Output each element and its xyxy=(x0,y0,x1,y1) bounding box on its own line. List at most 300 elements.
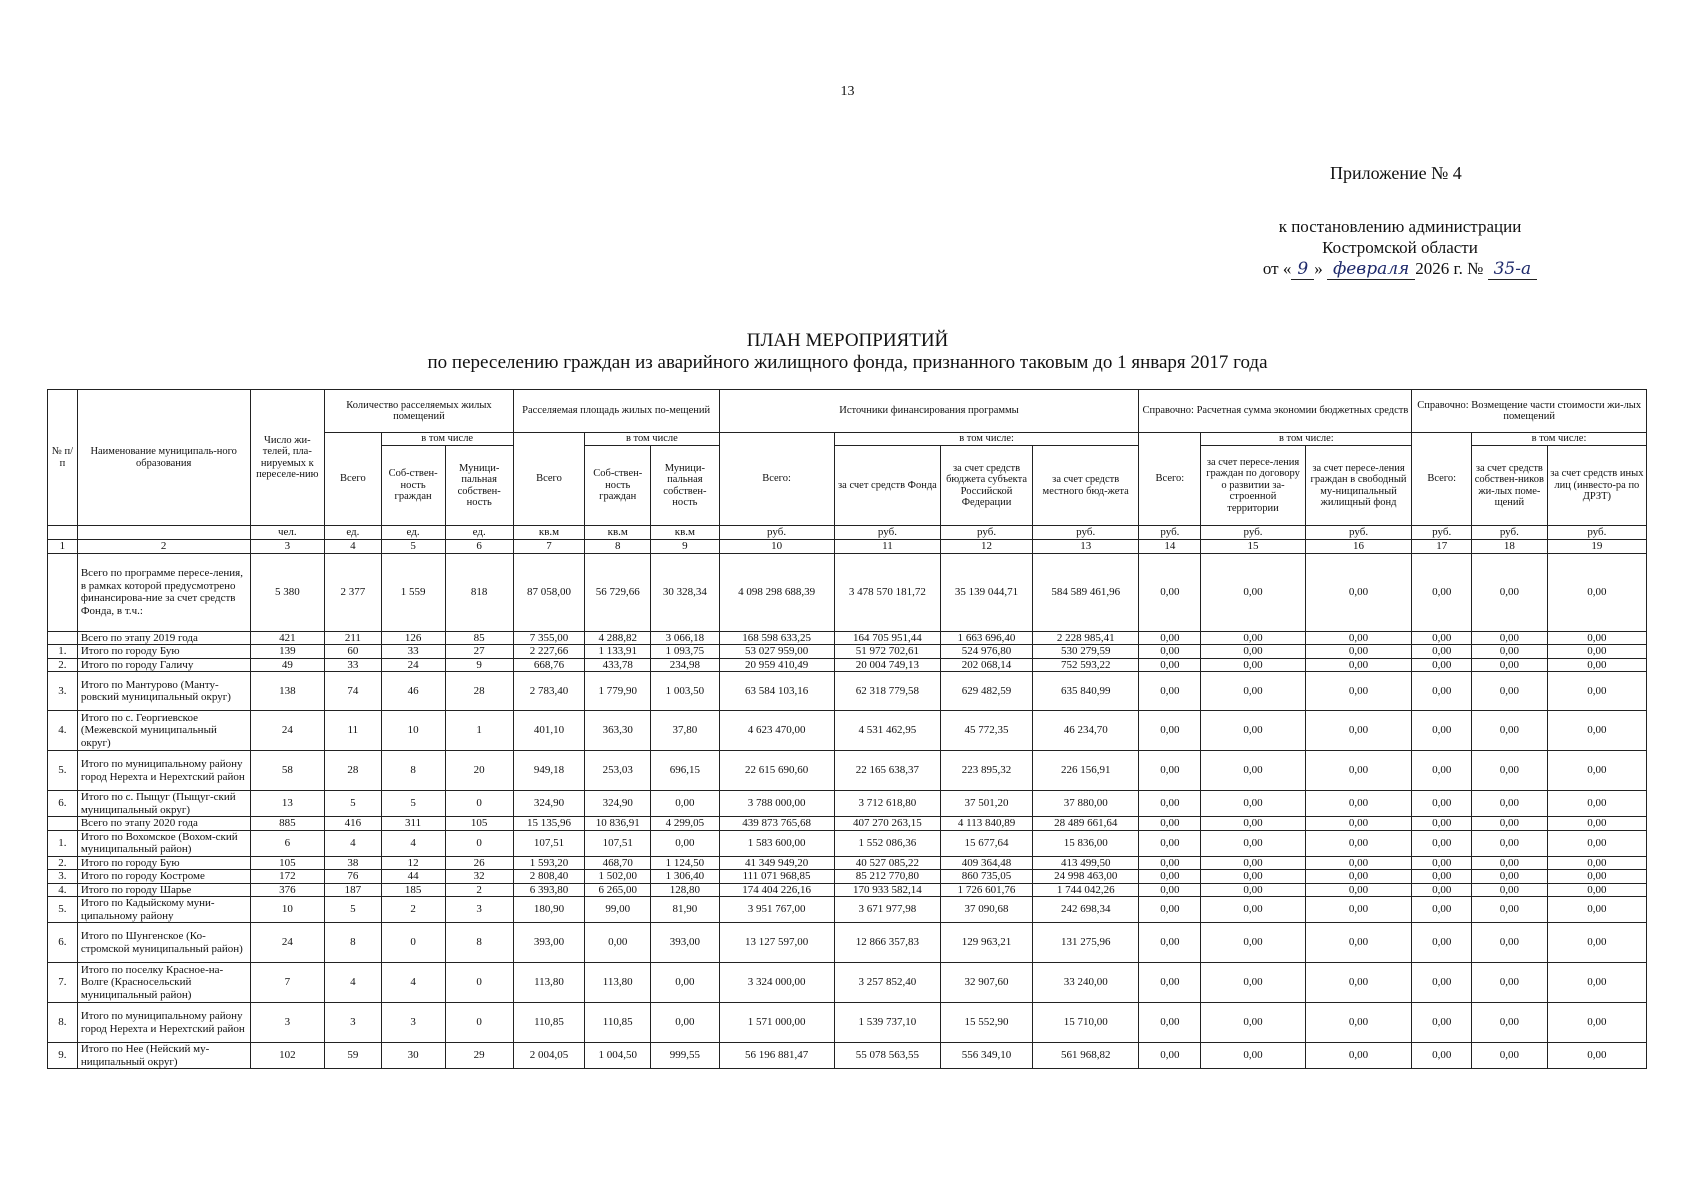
row-value: 202 068,14 xyxy=(941,658,1033,672)
row-value: 15 135,96 xyxy=(513,817,584,831)
row-value: 752 593,22 xyxy=(1032,658,1139,672)
row-value: 1 502,00 xyxy=(585,870,651,884)
row-value: 85 xyxy=(445,631,513,645)
table-row xyxy=(48,817,1647,831)
column-index-cell: 7 xyxy=(513,540,584,554)
row-value: 439 873 765,68 xyxy=(719,817,834,831)
header-dev-territory: за счет пересе-ления граждан по договору о развитии за-строенной территории xyxy=(1201,446,1305,526)
row-value: 0,00 xyxy=(1201,645,1305,659)
header-owners-funds: за счет средств собствен-ников жи-лых поме-щений xyxy=(1472,446,1548,526)
row-value: 4 299,05 xyxy=(651,817,719,831)
header-other-funds: за счет средств иных лиц (инвесто-ра по ДРЗТ) xyxy=(1547,446,1646,526)
row-number: 2. xyxy=(48,856,78,870)
row-value: 226 156,91 xyxy=(1032,751,1139,791)
column-index-cell: 17 xyxy=(1412,540,1472,554)
row-number: 3. xyxy=(48,870,78,884)
row-value: 3 xyxy=(325,1003,381,1043)
row-value: 0,00 xyxy=(1305,791,1412,817)
row-value: 0,00 xyxy=(1547,645,1646,659)
header-area-private: Соб-ствен-ность граждан xyxy=(585,446,651,526)
row-name: Итого по городу Бую xyxy=(77,856,250,870)
unit-empty-name xyxy=(77,526,250,540)
row-value: 242 698,34 xyxy=(1032,897,1139,923)
row-value: 20 004 749,13 xyxy=(834,658,941,672)
decree-reference xyxy=(1230,216,1570,280)
row-value: 185 xyxy=(381,883,445,897)
row-value: 0,00 xyxy=(1472,553,1548,631)
row-value: 1 726 601,76 xyxy=(941,883,1033,897)
row-value: 0,00 xyxy=(1547,672,1646,711)
row-value: 55 078 563,55 xyxy=(834,1043,941,1069)
row-value: 107,51 xyxy=(585,830,651,856)
table-row xyxy=(48,672,1647,711)
row-name: Итого по с. Георгиевское (Межевской муниципальный округ) xyxy=(77,711,250,751)
row-value: 253,03 xyxy=(585,751,651,791)
unit-cell: руб. xyxy=(719,526,834,540)
row-value: 0,00 xyxy=(1412,817,1472,831)
header-rooms-group: Количество расселяемых жилых помещений xyxy=(325,390,514,433)
row-number: 6. xyxy=(48,791,78,817)
decree-region: Костромской области xyxy=(1322,238,1478,257)
unit-cell: руб. xyxy=(941,526,1033,540)
row-value: 0,00 xyxy=(1305,923,1412,963)
row-value: 407 270 263,15 xyxy=(834,817,941,831)
row-value: 6 393,80 xyxy=(513,883,584,897)
row-value: 2 227,66 xyxy=(513,645,584,659)
row-value: 0,00 xyxy=(1547,817,1646,831)
row-value: 0 xyxy=(381,923,445,963)
row-value: 12 866 357,83 xyxy=(834,923,941,963)
column-index-cell: 13 xyxy=(1032,540,1139,554)
row-value: 0,00 xyxy=(1547,923,1646,963)
row-value: 180,90 xyxy=(513,897,584,923)
row-value: 1 539 737,10 xyxy=(834,1003,941,1043)
table-row xyxy=(48,1043,1647,1069)
header-funding-group: Источники финансирования программы xyxy=(719,390,1139,433)
row-value: 393,00 xyxy=(651,923,719,963)
table-row xyxy=(48,923,1647,963)
row-value: 0,00 xyxy=(1412,711,1472,751)
row-value: 33 xyxy=(381,645,445,659)
row-number: 9. xyxy=(48,1043,78,1069)
row-name: Всего по программе пересе-ления, в рамках которой предусмотрено финансирова-ние за счет средств Фонда, в т.ч.: xyxy=(77,553,250,631)
row-value: 0,00 xyxy=(1412,883,1472,897)
row-value: 0,00 xyxy=(585,923,651,963)
row-value: 0,00 xyxy=(1201,856,1305,870)
row-number xyxy=(48,553,78,631)
row-value: 413 499,50 xyxy=(1032,856,1139,870)
row-value: 0,00 xyxy=(1472,870,1548,884)
row-value: 3 257 852,40 xyxy=(834,963,941,1003)
row-value: 0,00 xyxy=(1472,791,1548,817)
row-value: 1 663 696,40 xyxy=(941,631,1033,645)
row-value: 58 xyxy=(250,751,325,791)
unit-cell: чел. xyxy=(250,526,325,540)
row-value: 363,30 xyxy=(585,711,651,751)
row-value: 30 328,34 xyxy=(651,553,719,631)
row-value: 0,00 xyxy=(1139,1003,1201,1043)
row-value: 32 xyxy=(445,870,513,884)
row-value: 0,00 xyxy=(1139,658,1201,672)
row-value: 885 xyxy=(250,817,325,831)
row-value: 0,00 xyxy=(1305,553,1412,631)
row-value: 26 xyxy=(445,856,513,870)
decree-to: к постановлению администрации xyxy=(1278,217,1522,236)
row-number: 7. xyxy=(48,963,78,1003)
row-value: 6 265,00 xyxy=(585,883,651,897)
row-value: 530 279,59 xyxy=(1032,645,1139,659)
row-value: 20 959 410,49 xyxy=(719,658,834,672)
row-value: 0,00 xyxy=(1201,791,1305,817)
row-value: 6 xyxy=(250,830,325,856)
unit-cell: ед. xyxy=(325,526,381,540)
table-row xyxy=(48,711,1647,751)
row-value: 168 598 633,25 xyxy=(719,631,834,645)
row-value: 0,00 xyxy=(1305,963,1412,1003)
row-name: Итого по муниципальному району город Нерехта и Нерехтский район xyxy=(77,751,250,791)
row-value: 0,00 xyxy=(1472,1003,1548,1043)
row-value: 0,00 xyxy=(1472,830,1548,856)
row-value: 0,00 xyxy=(1305,870,1412,884)
row-value: 29 xyxy=(445,1043,513,1069)
row-number: 4. xyxy=(48,883,78,897)
row-value: 4 531 462,95 xyxy=(834,711,941,751)
table-row xyxy=(48,830,1647,856)
header-reimb-total: Всего: xyxy=(1412,433,1472,526)
row-value: 46 234,70 xyxy=(1032,711,1139,751)
row-value: 324,90 xyxy=(585,791,651,817)
row-name: Итого по Кадыйскому муни-ципальному району xyxy=(77,897,250,923)
row-value: 1 583 600,00 xyxy=(719,830,834,856)
row-value: 0,00 xyxy=(1139,963,1201,1003)
row-value: 174 404 226,16 xyxy=(719,883,834,897)
row-value: 0,00 xyxy=(1547,856,1646,870)
row-name: Итого по городу Галичу xyxy=(77,658,250,672)
header-savings-incl: в том числе: xyxy=(1201,433,1412,446)
row-value: 0,00 xyxy=(1412,553,1472,631)
row-value: 0 xyxy=(445,791,513,817)
row-value: 4 xyxy=(325,830,381,856)
row-value: 0,00 xyxy=(1412,830,1472,856)
row-value: 128,80 xyxy=(651,883,719,897)
row-value: 393,00 xyxy=(513,923,584,963)
row-value: 0,00 xyxy=(1139,1043,1201,1069)
row-value: 0,00 xyxy=(1412,791,1472,817)
row-value: 0,00 xyxy=(1547,711,1646,751)
row-value: 22 615 690,60 xyxy=(719,751,834,791)
row-value: 51 972 702,61 xyxy=(834,645,941,659)
column-index-cell: 3 xyxy=(250,540,325,554)
row-value: 170 933 582,14 xyxy=(834,883,941,897)
unit-cell: руб. xyxy=(834,526,941,540)
row-value: 0,00 xyxy=(1201,711,1305,751)
row-value: 0,00 xyxy=(1472,923,1548,963)
header-area-total: Всего xyxy=(513,433,584,526)
row-number: 8. xyxy=(48,1003,78,1043)
row-value: 0,00 xyxy=(651,830,719,856)
row-value: 818 xyxy=(445,553,513,631)
row-value: 4 113 840,89 xyxy=(941,817,1033,831)
row-value: 376 xyxy=(250,883,325,897)
row-value: 24 xyxy=(250,711,325,751)
row-value: 0,00 xyxy=(1547,751,1646,791)
row-value: 0,00 xyxy=(1201,897,1305,923)
header-no: № п/п xyxy=(48,390,78,526)
header-local-budget: за счет средств местного бюд-жета xyxy=(1032,446,1139,526)
row-value: 7 355,00 xyxy=(513,631,584,645)
row-value: 131 275,96 xyxy=(1032,923,1139,963)
date-mid: » xyxy=(1314,259,1327,278)
row-value: 24 998 463,00 xyxy=(1032,870,1139,884)
row-value: 0,00 xyxy=(1412,672,1472,711)
row-value: 11 xyxy=(325,711,381,751)
row-name: Итого по городу Костроме xyxy=(77,870,250,884)
row-value: 45 772,35 xyxy=(941,711,1033,751)
row-value: 0,00 xyxy=(1139,897,1201,923)
row-value: 584 589 461,96 xyxy=(1032,553,1139,631)
row-value: 2 783,40 xyxy=(513,672,584,711)
row-value: 27 xyxy=(445,645,513,659)
row-value: 7 xyxy=(250,963,325,1003)
row-value: 0,00 xyxy=(1547,791,1646,817)
row-value: 0,00 xyxy=(1305,751,1412,791)
row-value: 0 xyxy=(445,830,513,856)
row-value: 37 880,00 xyxy=(1032,791,1139,817)
column-index-cell: 6 xyxy=(445,540,513,554)
row-value: 0 xyxy=(445,963,513,1003)
table-row xyxy=(48,645,1647,659)
row-value: 0,00 xyxy=(1139,923,1201,963)
row-value: 99,00 xyxy=(585,897,651,923)
row-value: 999,55 xyxy=(651,1043,719,1069)
row-value: 4 288,82 xyxy=(585,631,651,645)
row-value: 1 093,75 xyxy=(651,645,719,659)
row-value: 0,00 xyxy=(1547,897,1646,923)
row-value: 1 003,50 xyxy=(651,672,719,711)
row-number: 5. xyxy=(48,751,78,791)
column-index-cell: 19 xyxy=(1547,540,1646,554)
row-value: 0,00 xyxy=(1305,672,1412,711)
row-value: 1 xyxy=(445,711,513,751)
row-value: 0,00 xyxy=(1305,631,1412,645)
row-name: Итого по поселку Красное-на-Волге (Красносельский муниципальный район) xyxy=(77,963,250,1003)
header-savings-total: Всего: xyxy=(1139,433,1201,526)
header-area-incl: в том числе xyxy=(585,433,719,446)
row-value: 0,00 xyxy=(1472,897,1548,923)
column-index-cell: 12 xyxy=(941,540,1033,554)
table-row xyxy=(48,897,1647,923)
column-index-cell: 4 xyxy=(325,540,381,554)
row-value: 524 976,80 xyxy=(941,645,1033,659)
decree-number-handwritten: 35-а xyxy=(1488,259,1538,280)
row-value: 0,00 xyxy=(1547,830,1646,856)
row-value: 409 364,48 xyxy=(941,856,1033,870)
row-value: 53 027 959,00 xyxy=(719,645,834,659)
header-area-municipal: Муници-пальная собствен-ность xyxy=(651,446,719,526)
title-line-2: по переселению граждан из аварийного жилищного фонда, признанного таковым до 1 января 2017 года xyxy=(427,352,1268,373)
row-value: 87 058,00 xyxy=(513,553,584,631)
row-value: 0,00 xyxy=(1412,631,1472,645)
row-value: 433,78 xyxy=(585,658,651,672)
row-value: 0,00 xyxy=(1201,1003,1305,1043)
row-value: 8 xyxy=(445,923,513,963)
column-index-cell: 9 xyxy=(651,540,719,554)
row-value: 0,00 xyxy=(1201,883,1305,897)
row-name: Итого по муниципальному району город Нерехта и Нерехтский район xyxy=(77,1003,250,1043)
title-line-1: ПЛАН МЕРОПРИЯТИЙ xyxy=(746,330,949,351)
table-row xyxy=(48,791,1647,817)
row-value: 0,00 xyxy=(1201,963,1305,1003)
header-rooms-municipal: Муници-пальная собствен-ность xyxy=(445,446,513,526)
row-value: 105 xyxy=(250,856,325,870)
row-value: 4 xyxy=(381,963,445,1003)
row-value: 76 xyxy=(325,870,381,884)
row-value: 1 744 042,26 xyxy=(1032,883,1139,897)
row-value: 81,90 xyxy=(651,897,719,923)
column-index-cell: 8 xyxy=(585,540,651,554)
column-index-cell: 18 xyxy=(1472,540,1548,554)
row-value: 22 165 638,37 xyxy=(834,751,941,791)
row-value: 0,00 xyxy=(1305,711,1412,751)
header-savings-group: Справочно: Расчетная сумма экономии бюджетных средств xyxy=(1139,390,1412,433)
row-value: 5 xyxy=(325,791,381,817)
row-value: 2 808,40 xyxy=(513,870,584,884)
column-index-cell: 16 xyxy=(1305,540,1412,554)
row-value: 24 xyxy=(381,658,445,672)
row-value: 0,00 xyxy=(1139,870,1201,884)
row-value: 2 228 985,41 xyxy=(1032,631,1139,645)
row-value: 0,00 xyxy=(1139,711,1201,751)
document-title xyxy=(0,330,1695,374)
row-value: 56 196 881,47 xyxy=(719,1043,834,1069)
row-value: 3 951 767,00 xyxy=(719,897,834,923)
row-value: 0,00 xyxy=(651,1003,719,1043)
resettlement-plan-table xyxy=(47,389,1647,1069)
row-value: 0,00 xyxy=(1201,672,1305,711)
row-value: 0,00 xyxy=(1201,830,1305,856)
row-value: 33 240,00 xyxy=(1032,963,1139,1003)
row-value: 0,00 xyxy=(1139,817,1201,831)
row-value: 0,00 xyxy=(1139,751,1201,791)
row-value: 0,00 xyxy=(1201,631,1305,645)
column-index-cell: 1 xyxy=(48,540,78,554)
row-value: 0,00 xyxy=(651,963,719,1003)
row-value: 949,18 xyxy=(513,751,584,791)
row-value: 0 xyxy=(445,1003,513,1043)
row-value: 211 xyxy=(325,631,381,645)
row-value: 0,00 xyxy=(1139,883,1201,897)
header-free-fund: за счет пересе-ления граждан в свободный му-ниципальный жилищный фонд xyxy=(1305,446,1412,526)
row-value: 15 836,00 xyxy=(1032,830,1139,856)
row-value: 3 xyxy=(381,1003,445,1043)
row-value: 0,00 xyxy=(1412,897,1472,923)
row-value: 0,00 xyxy=(1305,1003,1412,1043)
row-value: 35 139 044,71 xyxy=(941,553,1033,631)
row-value: 59 xyxy=(325,1043,381,1069)
row-value: 56 729,66 xyxy=(585,553,651,631)
row-value: 111 071 968,85 xyxy=(719,870,834,884)
header-fund: за счет средств Фонда xyxy=(834,446,941,526)
row-value: 324,90 xyxy=(513,791,584,817)
header-reimb-incl: в том числе: xyxy=(1472,433,1647,446)
row-value: 416 xyxy=(325,817,381,831)
row-value: 629 482,59 xyxy=(941,672,1033,711)
row-value: 4 xyxy=(325,963,381,1003)
row-value: 1 124,50 xyxy=(651,856,719,870)
row-value: 0,00 xyxy=(1547,1043,1646,1069)
row-value: 0,00 xyxy=(1305,658,1412,672)
row-value: 4 623 470,00 xyxy=(719,711,834,751)
unit-cell: ед. xyxy=(381,526,445,540)
row-value: 113,80 xyxy=(585,963,651,1003)
row-value: 85 212 770,80 xyxy=(834,870,941,884)
row-value: 0,00 xyxy=(1139,672,1201,711)
row-value: 24 xyxy=(250,923,325,963)
header-subject-budget: за счет средств бюджета субъекта Российской Федерации xyxy=(941,446,1033,526)
row-value: 0,00 xyxy=(1412,870,1472,884)
row-value: 635 840,99 xyxy=(1032,672,1139,711)
unit-cell: руб. xyxy=(1032,526,1139,540)
row-value: 0,00 xyxy=(1139,631,1201,645)
row-value: 15 677,64 xyxy=(941,830,1033,856)
header-reimbursement-group: Справочно: Возмещение части стоимости жи-лых помещений xyxy=(1412,390,1647,433)
row-value: 3 478 570 181,72 xyxy=(834,553,941,631)
row-value: 15 710,00 xyxy=(1032,1003,1139,1043)
row-value: 4 098 298 688,39 xyxy=(719,553,834,631)
row-number: 1. xyxy=(48,645,78,659)
row-value: 2 xyxy=(445,883,513,897)
row-value: 30 xyxy=(381,1043,445,1069)
row-value: 2 xyxy=(381,897,445,923)
row-number: 1. xyxy=(48,830,78,856)
row-value: 2 004,05 xyxy=(513,1043,584,1069)
row-value: 3 671 977,98 xyxy=(834,897,941,923)
date-year: 2026 г. № xyxy=(1415,259,1488,278)
row-value: 38 xyxy=(325,856,381,870)
row-value: 107,51 xyxy=(513,830,584,856)
unit-cell: руб. xyxy=(1201,526,1305,540)
row-value: 0,00 xyxy=(1472,751,1548,791)
row-value: 3 788 000,00 xyxy=(719,791,834,817)
row-value: 10 xyxy=(250,897,325,923)
table-row xyxy=(48,870,1647,884)
row-value: 129 963,21 xyxy=(941,923,1033,963)
row-value: 0,00 xyxy=(1547,963,1646,1003)
column-index-cell: 11 xyxy=(834,540,941,554)
row-value: 0,00 xyxy=(1412,856,1472,870)
row-value: 126 xyxy=(381,631,445,645)
row-value: 0,00 xyxy=(1201,923,1305,963)
unit-cell: ед. xyxy=(445,526,513,540)
unit-empty-no xyxy=(48,526,78,540)
row-value: 556 349,10 xyxy=(941,1043,1033,1069)
column-index-cell: 10 xyxy=(719,540,834,554)
row-value: 28 xyxy=(325,751,381,791)
table-row xyxy=(48,883,1647,897)
row-value: 28 489 661,64 xyxy=(1032,817,1139,831)
row-value: 0,00 xyxy=(1139,791,1201,817)
row-value: 5 xyxy=(325,897,381,923)
row-number xyxy=(48,817,78,831)
row-value: 28 xyxy=(445,672,513,711)
table-row xyxy=(48,1003,1647,1043)
row-name: Итого по с. Пыщуг (Пыщуг-ский муниципальный округ) xyxy=(77,791,250,817)
row-value: 3 066,18 xyxy=(651,631,719,645)
row-value: 3 xyxy=(250,1003,325,1043)
row-value: 0,00 xyxy=(1472,631,1548,645)
row-value: 0,00 xyxy=(1547,658,1646,672)
row-value: 311 xyxy=(381,817,445,831)
